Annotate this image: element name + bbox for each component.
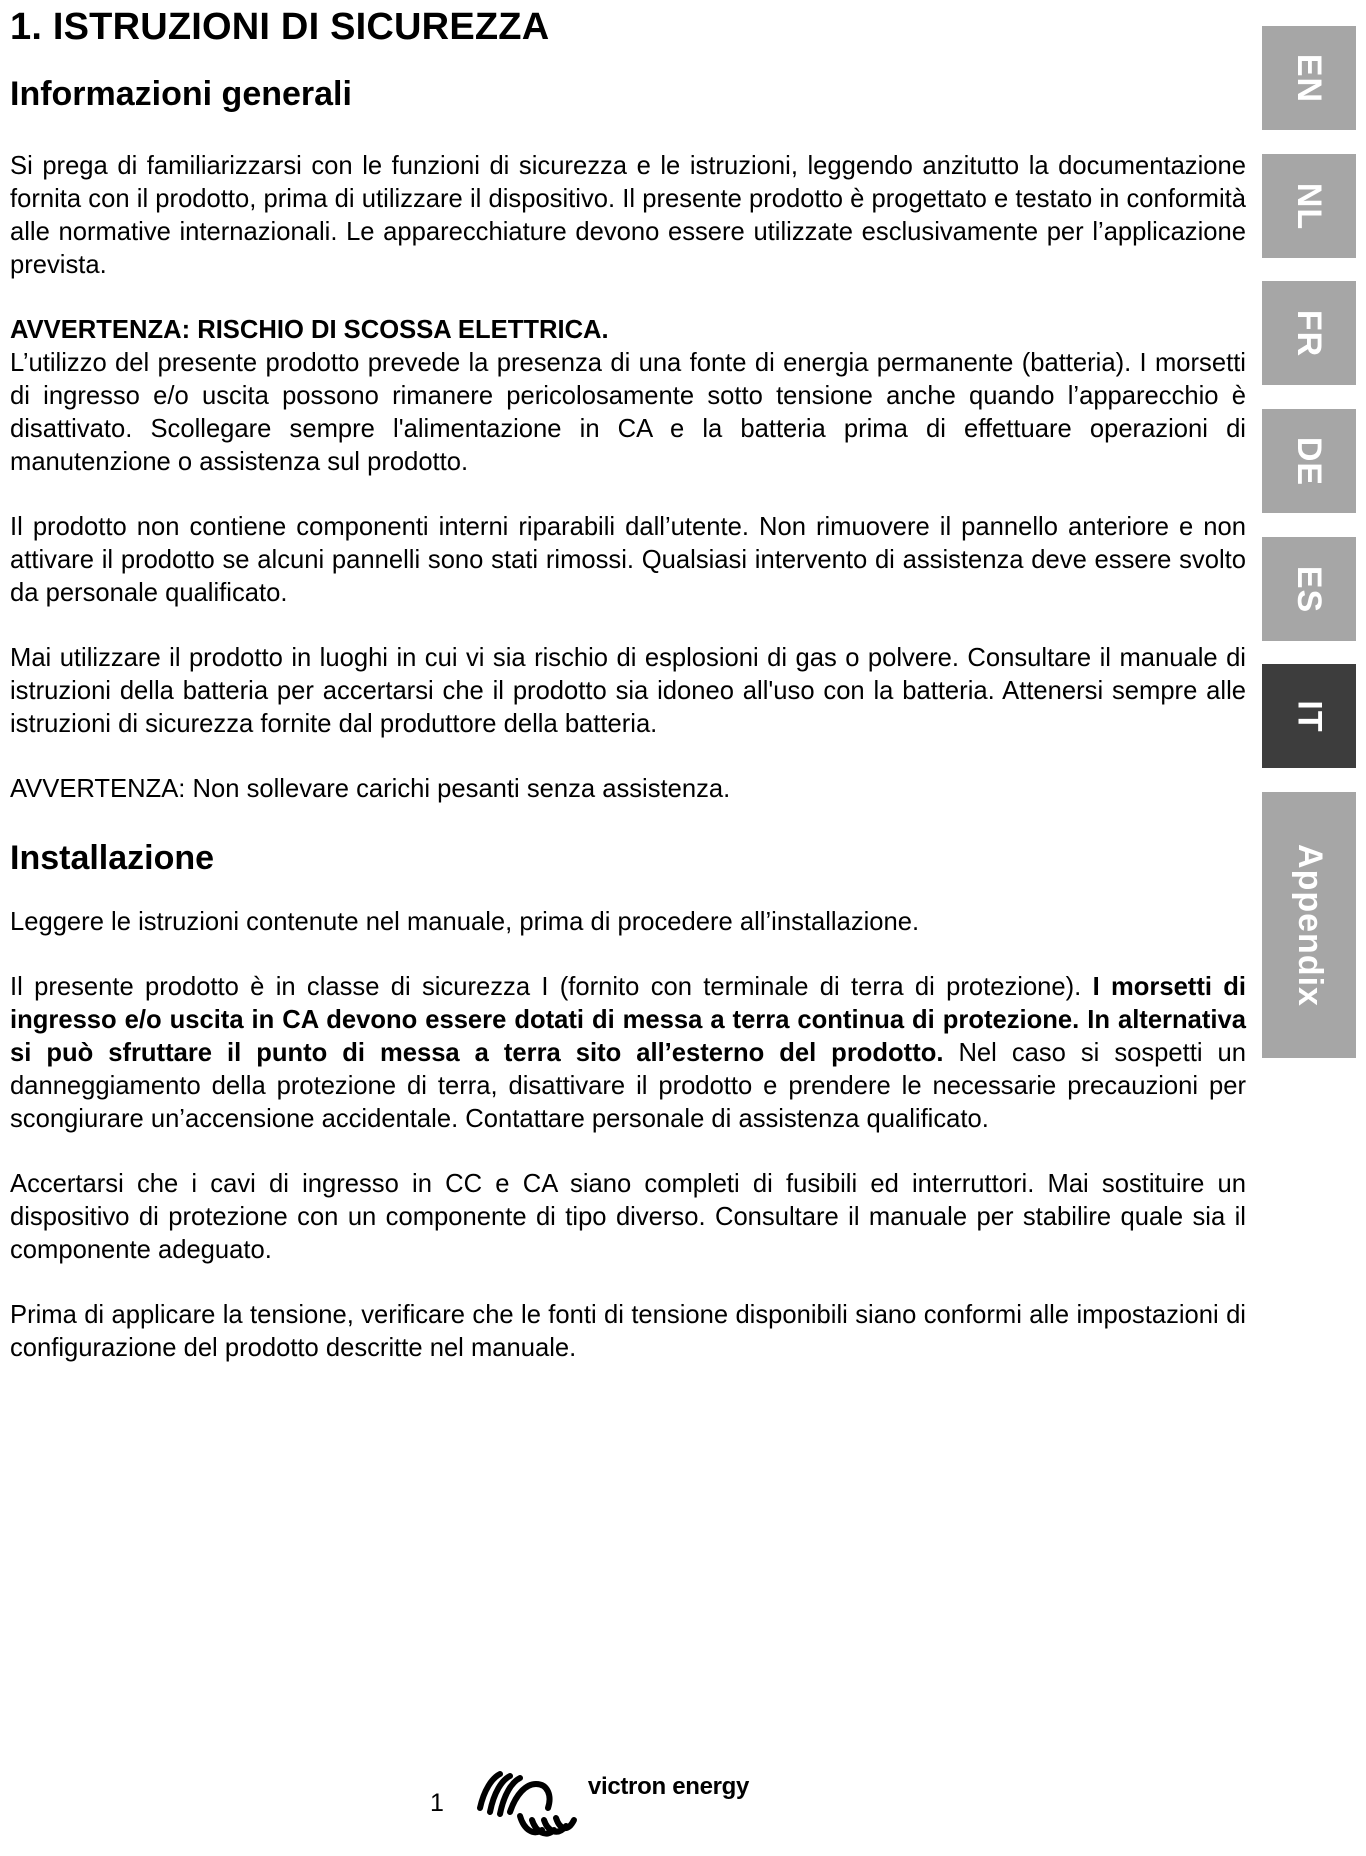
tab-label: Appendix [1290,843,1329,1007]
paragraph-grounding [10,971,1246,1136]
bold-text-run: I morsetti di ingresso e/o uscita in CA devono essere dotati di messa a terra continua di protezione. In alternativa si può sfruttare il punto di messa a terra sito all’esterno del prodotto. [10,973,1246,1067]
paragraph: Mai utilizzare il prodotto in luoghi in cui vi sia rischio di esplosioni di gas o polvere. Consultare il manuale di istruzioni della batteria per accertarsi che il prodotto sia idoneo all'uso con la batteria. Attenersi sempre alle istruzioni di sicurezza fornite dal produttore della batteria. [10,644,1246,738]
document-body [10,4,1246,1397]
page-number: 1 [430,1788,444,1817]
paragraph: Prima di applicare la tensione, verificare che le fonti di tensione disponibili siano conformi alle impostazioni di configurazione del prodotto descritte nel manuale. [10,1301,1246,1362]
tab-es[interactable] [1262,537,1356,641]
section-heading-general: Informazioni generali [10,75,352,113]
tab-label: ES [1290,565,1329,613]
tab-de[interactable] [1262,409,1356,513]
tab-nl[interactable] [1262,154,1356,258]
paragraph: Leggere le istruzioni contenute nel manuale, prima di procedere all’installazione. [10,908,920,936]
brand-name: victron energy [587,1773,750,1800]
paragraph: Accertarsi che i cavi di ingresso in CC e CA siano completi di fusibili ed interruttori. Mai sostituire un dispositivo di protezione con un componente di tipo diverso. Consultare il manuale per stabilire quale sia il componente adeguato. [10,1170,1246,1264]
victron-logo-icon [470,1760,580,1840]
tab-label: DE [1290,436,1329,486]
section-heading-installation: Installazione [10,839,215,877]
paragraph: L’utilizzo del presente prodotto prevede la presenza di una fonte di energia permanente (batteria). I morsetti di ingresso e/o uscita possono rimanere pericolosamente sotto tensione anche quando l’apparecchio è disattivato. Scollegare sempre l'alimentazione in CA e la batteria prima di effettuare operazioni di manutenzione o assistenza sul prodotto. [10,349,1246,476]
tab-appendix[interactable] [1262,792,1356,1058]
tab-fr[interactable] [1262,281,1356,385]
tab-en[interactable] [1262,26,1356,130]
paragraph: Si prega di familiarizzarsi con le funzioni di sicurezza e le istruzioni, leggendo anzitutto la documentazione fornita con il prodotto, prima di utilizzare il dispositivo. Il presente prodotto è progettato e testato in conformità alle normative internazionali. Le apparecchiature devono essere utilizzate esclusivamente per l’applicazione prevista. [10,152,1246,279]
paragraph: Il prodotto non contiene componenti interni riparabili dall’utente. Non rimuovere il pannello anteriore e non attivare il prodotto se alcuni pannelli sono stati rimossi. Qualsiasi intervento di assistenza deve essere svolto da personale qualificato. [10,513,1246,607]
warning-title: AVVERTENZA: RISCHIO DI SCOSSA ELETTRICA. [10,316,609,344]
tab-label: IT [1290,699,1329,733]
text-run: Il presente prodotto è in classe di sicurezza I (fornito con terminale di terra di protezione). [10,973,1093,1001]
tab-label: EN [1290,53,1329,103]
tab-it[interactable] [1262,664,1356,768]
page-title: 1. ISTRUZIONI DI SICUREZZA [10,6,550,48]
tab-label: FR [1290,309,1329,357]
warning-line: AVVERTENZA: Non sollevare carichi pesanti senza assistenza. [10,775,731,803]
tab-label: NL [1290,182,1329,230]
text-run: Nel caso si sospetti un danneggiamento della protezione di terra, disattivare il prodotto e prendere le necessarie precauzioni per scongiurare un’accensione accidentale. Contattare personale di assistenza qualificato. [10,1039,1246,1133]
page-footer [430,1760,749,1840]
